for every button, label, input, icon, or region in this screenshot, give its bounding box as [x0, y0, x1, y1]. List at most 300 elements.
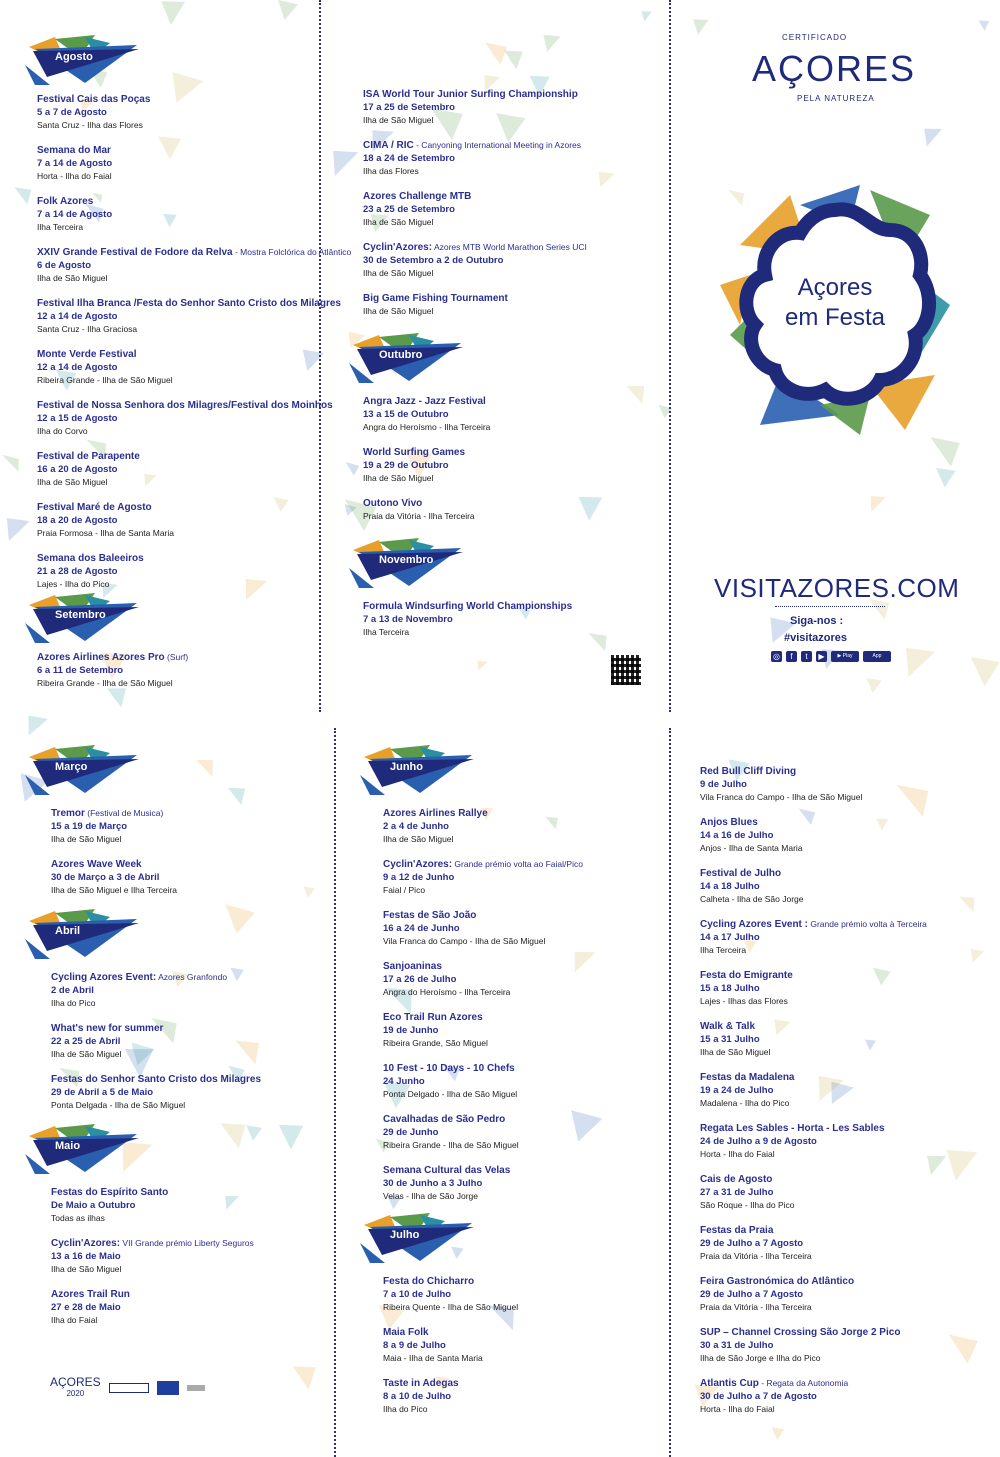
- event-title: [37, 144, 315, 157]
- month-label: Novembro: [379, 554, 434, 566]
- event-title-main: Walk & Talk: [700, 1021, 756, 1032]
- panel-divider: [319, 0, 321, 712]
- event-date: 15 a 18 Julho: [700, 983, 760, 994]
- event-item: [383, 909, 665, 947]
- event-date: 18 a 24 de Setembro: [363, 153, 455, 164]
- event-title: [383, 807, 665, 820]
- event-list-maio: [51, 1186, 325, 1326]
- event-date: 17 a 25 de Setembro: [363, 102, 455, 113]
- event-place: Ilha de São Jorge e Ilha do Pico: [700, 1353, 821, 1363]
- event-title-main: Feira Gastronómica do Atlântico: [700, 1276, 855, 1287]
- confetti-shape: [333, 151, 358, 176]
- event-title-subtitle: - Canyoning International Meeting in Azores: [413, 140, 582, 150]
- instagram-icon[interactable]: ◎: [771, 651, 782, 662]
- badge-line-2: em Festa: [784, 304, 886, 331]
- event-place: Ilha das Flores: [363, 166, 419, 176]
- event-item: [700, 918, 995, 956]
- event-title-main: Angra Jazz - Jazz Festival: [363, 396, 486, 407]
- qr-code[interactable]: [611, 655, 641, 685]
- event-title-main: Red Bull Cliff Diving: [700, 766, 797, 777]
- month-banner-maio: [25, 1124, 140, 1176]
- cert-top-text: CERTIFICADO: [782, 33, 848, 42]
- event-date: 24 Junho: [383, 1076, 425, 1087]
- event-date: 29 de Julho a 7 Agosto: [700, 1238, 804, 1249]
- event-title: [363, 446, 663, 459]
- event-item: [37, 501, 315, 539]
- event-title: [363, 241, 663, 254]
- event-date: 12 a 14 de Agosto: [37, 311, 118, 322]
- google-play-icon[interactable]: ▶ Play: [831, 651, 859, 662]
- event-place: Ponta Delgada - Ilha de São Miguel: [51, 1100, 186, 1110]
- event-item: [363, 497, 663, 522]
- event-title-subtitle: Azores MTB World Marathon Series UCI: [432, 242, 587, 252]
- event-date: 7 a 14 de Agosto: [37, 158, 113, 169]
- event-title: [700, 765, 995, 778]
- event-item: [383, 1164, 665, 1202]
- event-item: [700, 765, 995, 803]
- month-banner-shape: [25, 909, 140, 961]
- partner-logo: [109, 1383, 149, 1393]
- event-title-main: Tremor: [51, 808, 85, 819]
- event-title: [700, 1275, 995, 1288]
- event-title-main: Outono Vivo: [363, 498, 423, 509]
- footer-logos: [50, 1377, 205, 1399]
- event-title-main: Folk Azores: [37, 196, 94, 207]
- event-place: Ilha de São Miguel: [383, 834, 454, 844]
- event-item: [51, 858, 325, 896]
- event-place: Ilha do Corvo: [37, 426, 88, 436]
- event-item: [700, 816, 995, 854]
- event-date: 6 a 11 de Setembro: [37, 665, 124, 676]
- event-title-main: World Surfing Games: [363, 447, 466, 458]
- event-title-main: Atlantis Cup: [700, 1378, 759, 1389]
- event-title: [51, 1288, 325, 1301]
- event-title-main: Festival Cais das Poças: [37, 94, 151, 105]
- event-place: Ilha de São Miguel: [363, 115, 434, 125]
- event-place: Vila Franca do Campo - Ilha de São Miguel: [700, 792, 863, 802]
- event-title: [383, 858, 665, 871]
- event-title: [383, 909, 665, 922]
- event-item: [363, 139, 663, 177]
- event-place: Ilha de São Miguel: [363, 473, 434, 483]
- event-title-main: Festival Ilha Branca /Festa do Senhor Santo Cristo dos Milagres: [37, 298, 341, 309]
- event-title: [383, 1377, 665, 1390]
- event-title-main: Cyclin'Azores:: [383, 859, 453, 870]
- event-title-main: Semana do Mar: [37, 145, 111, 156]
- event-date: 19 a 29 de Outubro: [363, 460, 449, 471]
- event-item: [383, 858, 665, 896]
- event-title: [700, 816, 995, 829]
- event-item: [383, 1011, 665, 1049]
- event-item: [383, 1377, 665, 1415]
- event-item: [700, 1020, 995, 1058]
- month-banner-shape: [25, 1124, 140, 1176]
- event-place: Ilha de São Miguel: [51, 834, 122, 844]
- event-date: 12 a 14 de Agosto: [37, 362, 118, 373]
- event-item: [363, 292, 663, 317]
- event-place: Velas - Ilha de São Jorge: [383, 1191, 478, 1201]
- event-title-main: Cais de Agosto: [700, 1174, 773, 1185]
- event-title: [37, 348, 315, 361]
- confetti-shape: [2, 455, 19, 472]
- event-place: Madalena - Ilha do Pico: [700, 1098, 790, 1108]
- event-item: [383, 1062, 665, 1100]
- event-title: [363, 88, 663, 101]
- event-date: 27 e 28 de Maio: [51, 1302, 121, 1313]
- confetti-shape: [971, 657, 1000, 686]
- event-item: [51, 1186, 325, 1224]
- event-place: Lajes - Ilhas das Flores: [700, 996, 788, 1006]
- event-title: [383, 1275, 665, 1288]
- youtube-icon[interactable]: ▶: [816, 651, 827, 662]
- event-title: [700, 1071, 995, 1084]
- event-place: Ilha de São Miguel: [363, 306, 434, 316]
- event-list-julho: [383, 1275, 665, 1415]
- event-title-main: Festa do Chicharro: [383, 1276, 475, 1287]
- event-title: [363, 139, 663, 152]
- event-title-main: Festas de São João: [383, 910, 477, 921]
- confetti-shape: [161, 1, 185, 25]
- event-title: [700, 1020, 995, 1033]
- event-title: [700, 1224, 995, 1237]
- event-place: Ilha Terceira: [37, 222, 84, 232]
- event-date: 13 a 16 de Maio: [51, 1251, 121, 1262]
- event-title-main: Monte Verde Festival: [37, 349, 137, 360]
- event-title-main: Cavalhadas de São Pedro: [383, 1114, 506, 1125]
- event-list-junho: [383, 807, 665, 1202]
- confetti-shape: [28, 716, 48, 736]
- confetti-shape: [543, 35, 560, 52]
- event-item: [37, 195, 315, 233]
- event-place: Praia da Vitória - Ilha Terceira: [363, 511, 475, 521]
- app-store-icon[interactable]: App: [863, 651, 891, 662]
- event-title-main: 10 Fest - 10 Days - 10 Chefs: [383, 1063, 515, 1074]
- event-item: [383, 1326, 665, 1364]
- follow-text: Siga-nos :: [790, 615, 844, 627]
- event-title: [37, 93, 315, 106]
- event-place: Ribeira Grande - Ilha de São Miguel: [383, 1140, 519, 1150]
- event-title-main: Azores Challenge MTB: [363, 191, 472, 202]
- event-title: [37, 399, 333, 412]
- event-title: [383, 1062, 665, 1075]
- panel-top-left: [25, 35, 352, 702]
- event-place: Horta - Ilha do Faial: [700, 1404, 775, 1414]
- festival-badge: [720, 185, 950, 435]
- event-place: Ribeira Grande - Ilha de São Miguel: [37, 375, 173, 385]
- event-item: [37, 93, 315, 131]
- event-date: 14 a 18 Julho: [700, 881, 760, 892]
- event-date: 21 a 28 de Agosto: [37, 566, 118, 577]
- confetti-shape: [871, 496, 886, 511]
- event-item: [700, 969, 995, 1007]
- event-place: Anjos - Ilha de Santa Maria: [700, 843, 803, 853]
- event-date: 24 de Julho a 9 de Agosto: [700, 1136, 817, 1147]
- event-title: [37, 450, 315, 463]
- social-icons-row: [771, 651, 891, 662]
- event-list-marco: [51, 807, 325, 896]
- panel-bottom-left: [25, 745, 325, 1339]
- badge-title: [720, 273, 950, 333]
- event-date: 23 a 25 de Setembro: [363, 204, 455, 215]
- event-title: [37, 552, 315, 565]
- acores-2020-logo-text: AÇORES: [50, 1375, 101, 1389]
- event-place: Ilha do Pico: [383, 1404, 428, 1414]
- event-place: Ilha de São Miguel: [37, 477, 108, 487]
- event-item: [383, 960, 665, 998]
- event-date: 22 a 25 de Abril: [51, 1036, 121, 1047]
- event-title-main: Anjos Blues: [700, 817, 758, 828]
- event-title: [363, 395, 663, 408]
- event-place: Ilha de São Miguel: [363, 268, 434, 278]
- event-date: 30 de Setembro a 2 de Outubro: [363, 255, 504, 266]
- event-date: 8 a 10 de Julho: [383, 1391, 452, 1402]
- event-item: [363, 600, 663, 638]
- partner-logo: [187, 1385, 205, 1391]
- month-label: Julho: [390, 1229, 420, 1241]
- event-title: [383, 960, 665, 973]
- confetti-shape: [293, 1366, 316, 1389]
- event-title: [363, 497, 663, 510]
- event-list-julho-continued: [700, 765, 995, 1415]
- event-title: [700, 1377, 995, 1390]
- event-title: [383, 1011, 665, 1024]
- event-place: Ilha de São Miguel: [37, 273, 108, 283]
- event-place: Praia Formosa - Ilha de Santa Maria: [37, 528, 175, 538]
- confetti-shape: [485, 42, 507, 64]
- badge-line-1: Açores: [797, 274, 873, 301]
- confetti-shape: [477, 660, 487, 670]
- event-title-main: Sanjoaninas: [383, 961, 442, 972]
- event-item: [700, 1326, 995, 1364]
- event-place: Ilha de São Miguel: [51, 1264, 122, 1274]
- confetti-shape: [346, 462, 360, 476]
- event-title: [383, 1326, 665, 1339]
- event-place: Santa Cruz - Ilha Graciosa: [37, 324, 138, 334]
- event-place: Ribeira Grande - Ilha de São Miguel: [37, 678, 173, 688]
- event-title: [37, 195, 315, 208]
- event-item: [37, 246, 352, 284]
- month-banner-junho: [360, 745, 475, 797]
- event-item: [37, 651, 315, 689]
- event-title-subtitle: - Mostra Folclórica do Atlântico: [232, 247, 352, 257]
- event-title: [51, 1073, 325, 1086]
- event-date: 30 de Junho a 3 Julho: [383, 1178, 483, 1189]
- event-date: 30 de Julho a 7 de Agosto: [700, 1391, 817, 1402]
- event-place: Ribeira Grande, São Miguel: [383, 1038, 488, 1048]
- event-place: Ribeira Quente - Ilha de São Miguel: [383, 1302, 519, 1312]
- month-banner-novembro: [349, 538, 464, 590]
- event-date: 16 a 20 de Agosto: [37, 464, 118, 475]
- event-place: Ilha Terceira: [700, 945, 747, 955]
- event-item: [700, 1275, 995, 1313]
- event-date: 6 de Agosto: [37, 260, 92, 271]
- event-item: [37, 450, 315, 488]
- event-title-main: ISA World Tour Junior Surfing Championship: [363, 89, 578, 100]
- event-title-main: Azores Airlines Rallye: [383, 808, 488, 819]
- event-title-main: Big Game Fishing Tournament: [363, 293, 508, 304]
- event-title-main: What's new for summer: [51, 1023, 164, 1034]
- event-title-main: Festival de Julho: [700, 868, 782, 879]
- event-title-main: Azores Airlines Azores Pro: [37, 652, 165, 663]
- event-item: [700, 1071, 995, 1109]
- month-banner-marco: [25, 745, 140, 797]
- event-title: [51, 1237, 325, 1250]
- panel-bottom-middle: [360, 745, 665, 1428]
- confetti-shape: [504, 51, 523, 70]
- event-date: 19 a 24 de Julho: [700, 1085, 774, 1096]
- event-date: 17 a 26 de Julho: [383, 974, 457, 985]
- event-date: 9 a 12 de Junho: [383, 872, 455, 883]
- event-list-agosto: [37, 93, 352, 590]
- event-item: [51, 1237, 325, 1275]
- brand-logo: AÇORES: [752, 48, 917, 89]
- event-title: [51, 1022, 325, 1035]
- confetti-shape: [772, 1427, 785, 1440]
- event-title-main: Festival de Nossa Senhora dos Milagres/Festival dos Moinhos: [37, 400, 333, 411]
- event-title-main: Festival Maré de Agosto: [37, 502, 152, 513]
- event-place: Praia da Vitória - Ilha Terceira: [700, 1302, 812, 1312]
- event-title: [37, 297, 341, 310]
- facebook-icon[interactable]: f: [786, 651, 797, 662]
- event-list-abril: [51, 971, 325, 1111]
- website-link[interactable]: VISITAZORES.COM: [714, 573, 960, 603]
- event-title-main: Festas da Madalena: [700, 1072, 795, 1083]
- event-title: [700, 918, 995, 931]
- event-item: [363, 395, 663, 433]
- event-item: [383, 1275, 665, 1313]
- event-list-setembro-continued: [363, 88, 663, 317]
- twitter-icon[interactable]: t: [801, 651, 812, 662]
- event-item: [51, 1022, 325, 1060]
- event-item: [363, 88, 663, 126]
- event-list-novembro: [363, 600, 663, 638]
- event-date: 12 a 15 de Agosto: [37, 413, 118, 424]
- event-item: [51, 807, 325, 845]
- event-title-subtitle: Grande prémio volta à Terceira: [808, 919, 927, 929]
- panel-divider: [669, 0, 671, 712]
- event-title: [700, 969, 995, 982]
- event-item: [37, 348, 315, 386]
- event-item: [51, 1288, 325, 1326]
- event-place: Horta - Ilha do Faial: [37, 171, 112, 181]
- month-banner-agosto: [25, 35, 140, 87]
- event-place: Ilha do Faial: [51, 1315, 98, 1325]
- event-title-subtitle: VII Grande prémio Liberty Seguros: [120, 1238, 254, 1248]
- event-title-main: Cyclin'Azores:: [363, 242, 433, 253]
- event-item: [383, 1113, 665, 1151]
- event-title-subtitle: Azores Granfondo: [156, 972, 228, 982]
- event-place: Angra do Heroísmo - Ilha Terceira: [383, 987, 511, 997]
- month-banner-outubro: [349, 333, 464, 385]
- acores-2020-logo-year: 2020: [66, 1389, 85, 1398]
- event-date: 30 de Março a 3 de Abril: [51, 872, 160, 883]
- month-label: Setembro: [55, 609, 106, 621]
- event-date: 13 a 15 de Outubro: [363, 409, 449, 420]
- confetti-shape: [936, 468, 956, 488]
- confetti-shape: [641, 11, 651, 21]
- event-title: [37, 651, 315, 664]
- month-label: Abril: [55, 925, 81, 937]
- event-title: [37, 246, 352, 259]
- event-item: [700, 867, 995, 905]
- event-place: São Roque - Ilha do Pico: [700, 1200, 795, 1210]
- event-title-main: Festas do Senhor Santo Cristo dos Milagres: [51, 1074, 262, 1085]
- hashtag-text: #visitazores: [784, 632, 847, 644]
- eu-flag-icon: [157, 1381, 179, 1395]
- confetti-shape: [906, 648, 935, 677]
- panel-divider: [334, 728, 336, 1457]
- event-title-main: Formula Windsurfing World Championships: [363, 601, 573, 612]
- event-title: [383, 1113, 665, 1126]
- acores-2020-logo: [50, 1377, 101, 1399]
- confetti-shape: [930, 437, 959, 466]
- event-title-main: Eco Trail Run Azores: [383, 1012, 483, 1023]
- event-place: Praia da Vitória - Ilha Terceira: [700, 1251, 812, 1261]
- event-title-main: Azores Trail Run: [51, 1289, 130, 1300]
- month-banner-setembro: [25, 593, 140, 645]
- confetti-shape: [924, 129, 942, 147]
- event-place: Horta - Ilha do Faial: [700, 1149, 775, 1159]
- event-place: Ilha de São Miguel: [700, 1047, 771, 1057]
- event-title: [700, 1326, 995, 1339]
- event-title-main: Cyclin'Azores:: [51, 1238, 121, 1249]
- event-date: 15 a 19 de Março: [51, 821, 128, 832]
- event-date: 7 a 14 de Agosto: [37, 209, 113, 220]
- panel-divider: [669, 728, 671, 1457]
- event-title-main: Azores Wave Week: [51, 859, 142, 870]
- event-title-main: CIMA / RIC: [363, 140, 414, 151]
- event-place: Maia - Ilha de Santa Maria: [383, 1353, 483, 1363]
- event-title: [51, 1186, 325, 1199]
- event-date: 27 a 31 de Julho: [700, 1187, 774, 1198]
- event-item: [700, 1224, 995, 1262]
- event-date: De Maio a Outubro: [51, 1200, 136, 1211]
- event-item: [700, 1377, 995, 1415]
- cert-bottom-text: PELA NATUREZA: [797, 94, 875, 103]
- event-title: [37, 501, 315, 514]
- month-banner-julho: [360, 1213, 475, 1265]
- event-title: [700, 1122, 995, 1135]
- event-title-subtitle: - Regata da Autonomia: [758, 1378, 849, 1388]
- month-label: Outubro: [379, 349, 423, 361]
- event-item: [363, 241, 663, 279]
- event-date: 9 de Julho: [700, 779, 747, 790]
- event-date: 8 a 9 de Julho: [383, 1340, 446, 1351]
- month-label: Maio: [55, 1140, 81, 1152]
- event-place: Angra do Heroísmo - Ilha Terceira: [363, 422, 491, 432]
- event-title-main: Festas do Espírito Santo: [51, 1187, 169, 1198]
- event-place: Lajes - Ilha do Pico: [37, 579, 110, 589]
- event-title: [700, 1173, 995, 1186]
- event-title-main: Festa do Emigrante: [700, 970, 793, 981]
- event-date: 29 de Julho a 7 Agosto: [700, 1289, 804, 1300]
- event-title-main: Semana dos Baleeiros: [37, 553, 144, 564]
- event-title-main: Festival de Parapente: [37, 451, 140, 462]
- event-item: [51, 971, 325, 1009]
- event-date: 30 a 31 de Julho: [700, 1340, 774, 1351]
- event-date: 18 a 20 de Agosto: [37, 515, 118, 526]
- event-place: Faial / Pico: [383, 885, 426, 895]
- event-title: [363, 292, 663, 305]
- event-item: [700, 1173, 995, 1211]
- event-title-subtitle: Grande prémio volta ao Faial/Pico: [452, 859, 583, 869]
- event-list-setembro: [37, 651, 315, 689]
- month-banner-abril: [25, 909, 140, 961]
- event-title-main: Cycling Azores Event:: [51, 972, 157, 983]
- event-place: Todas as ilhas: [51, 1213, 105, 1223]
- event-date: 15 a 31 Julho: [700, 1034, 760, 1045]
- event-title-main: Taste in Adegas: [383, 1378, 459, 1389]
